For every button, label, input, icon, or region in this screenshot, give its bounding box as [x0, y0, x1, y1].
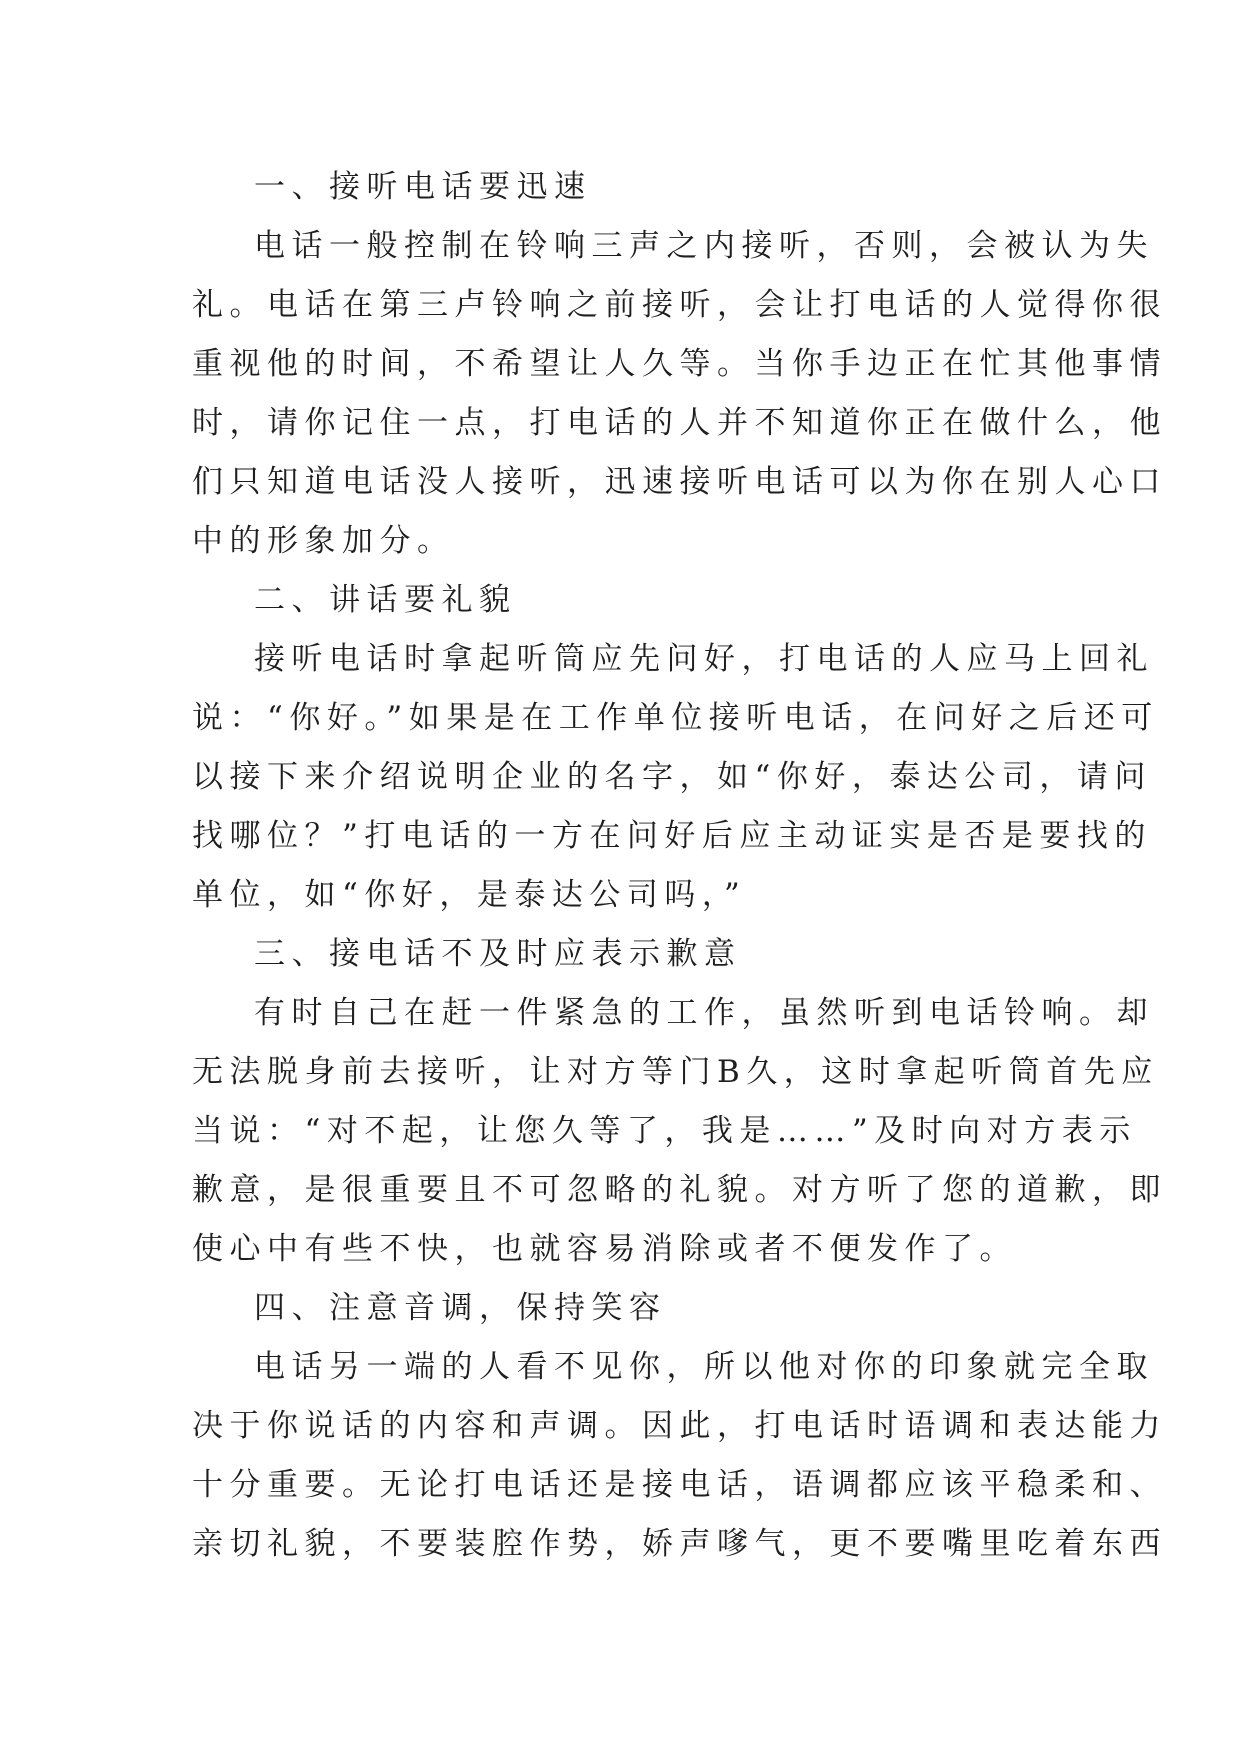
- text-line: 当说：“对不起，让您久等了，我是……”及时向对方表示: [192, 1113, 1137, 1149]
- text-line: 四、注意音调，保持笑容: [254, 1290, 667, 1326]
- text-line: 有时自己在赶一件紧急的工作，虽然听到电话铃响。却: [254, 995, 1154, 1031]
- text-line: 接听电话时拿起听筒应先问好，打电话的人应马上回礼: [254, 641, 1154, 677]
- text-line: 一、接听电话要迅速: [254, 169, 592, 205]
- text-line: 使心中有些不快，也就容易消除或者不便发作了。: [192, 1231, 1017, 1267]
- text-line: 礼。电话在第三卢铃响之前接听，会让打电话的人觉得你很: [192, 287, 1167, 323]
- text-line: 中的形象加分。: [192, 523, 455, 559]
- text-line: 十分重要。无论打电话还是接电话，语调都应该平稳柔和、: [192, 1467, 1167, 1503]
- text-line: 时，请你记住一点，打电话的人并不知道你正在做什么，他: [192, 405, 1167, 441]
- text-line: 电话另一端的人看不见你，所以他对你的印象就完全取: [254, 1349, 1154, 1385]
- text-line: 电话一般控制在铃响三声之内接听，否则，会被认为失: [254, 228, 1154, 264]
- text-line: 们只知道电话没人接听，迅速接听电话可以为你在别人心口: [192, 464, 1167, 500]
- text-line: 重视他的时间，不希望让人久等。当你手边正在忙其他事情: [192, 346, 1167, 382]
- text-line: 以接下来介绍说明企业的名字，如“你好，泰达公司，请问: [192, 759, 1152, 795]
- text-line: 单位，如“你好，是泰达公司吗，”: [192, 877, 747, 913]
- text-line: 亲切礼貌，不要装腔作势，娇声嗲气，更不要嘴里吃着东西: [192, 1526, 1167, 1562]
- text-line: 歉意，是很重要且不可忽略的礼貌。对方听了您的道歉，即: [192, 1172, 1167, 1208]
- text-line: 无法脱身前去接听，让对方等门B久，这时拿起听筒首先应: [192, 1054, 1159, 1090]
- text-line: 决于你说话的内容和声调。因此，打电话时语调和表达能力: [192, 1408, 1167, 1444]
- text-line: 找哪位？”打电话的一方在问好后应主动证实是否是要找的: [192, 818, 1152, 854]
- text-line: 说：“你好。”如果是在工作单位接听电话，在问好之后还可: [192, 700, 1159, 736]
- text-line: 二、讲话要礼貌: [254, 582, 517, 618]
- body-text: [192, 158, 1167, 1574]
- text-line: 三、接电话不及时应表示歉意: [254, 936, 742, 972]
